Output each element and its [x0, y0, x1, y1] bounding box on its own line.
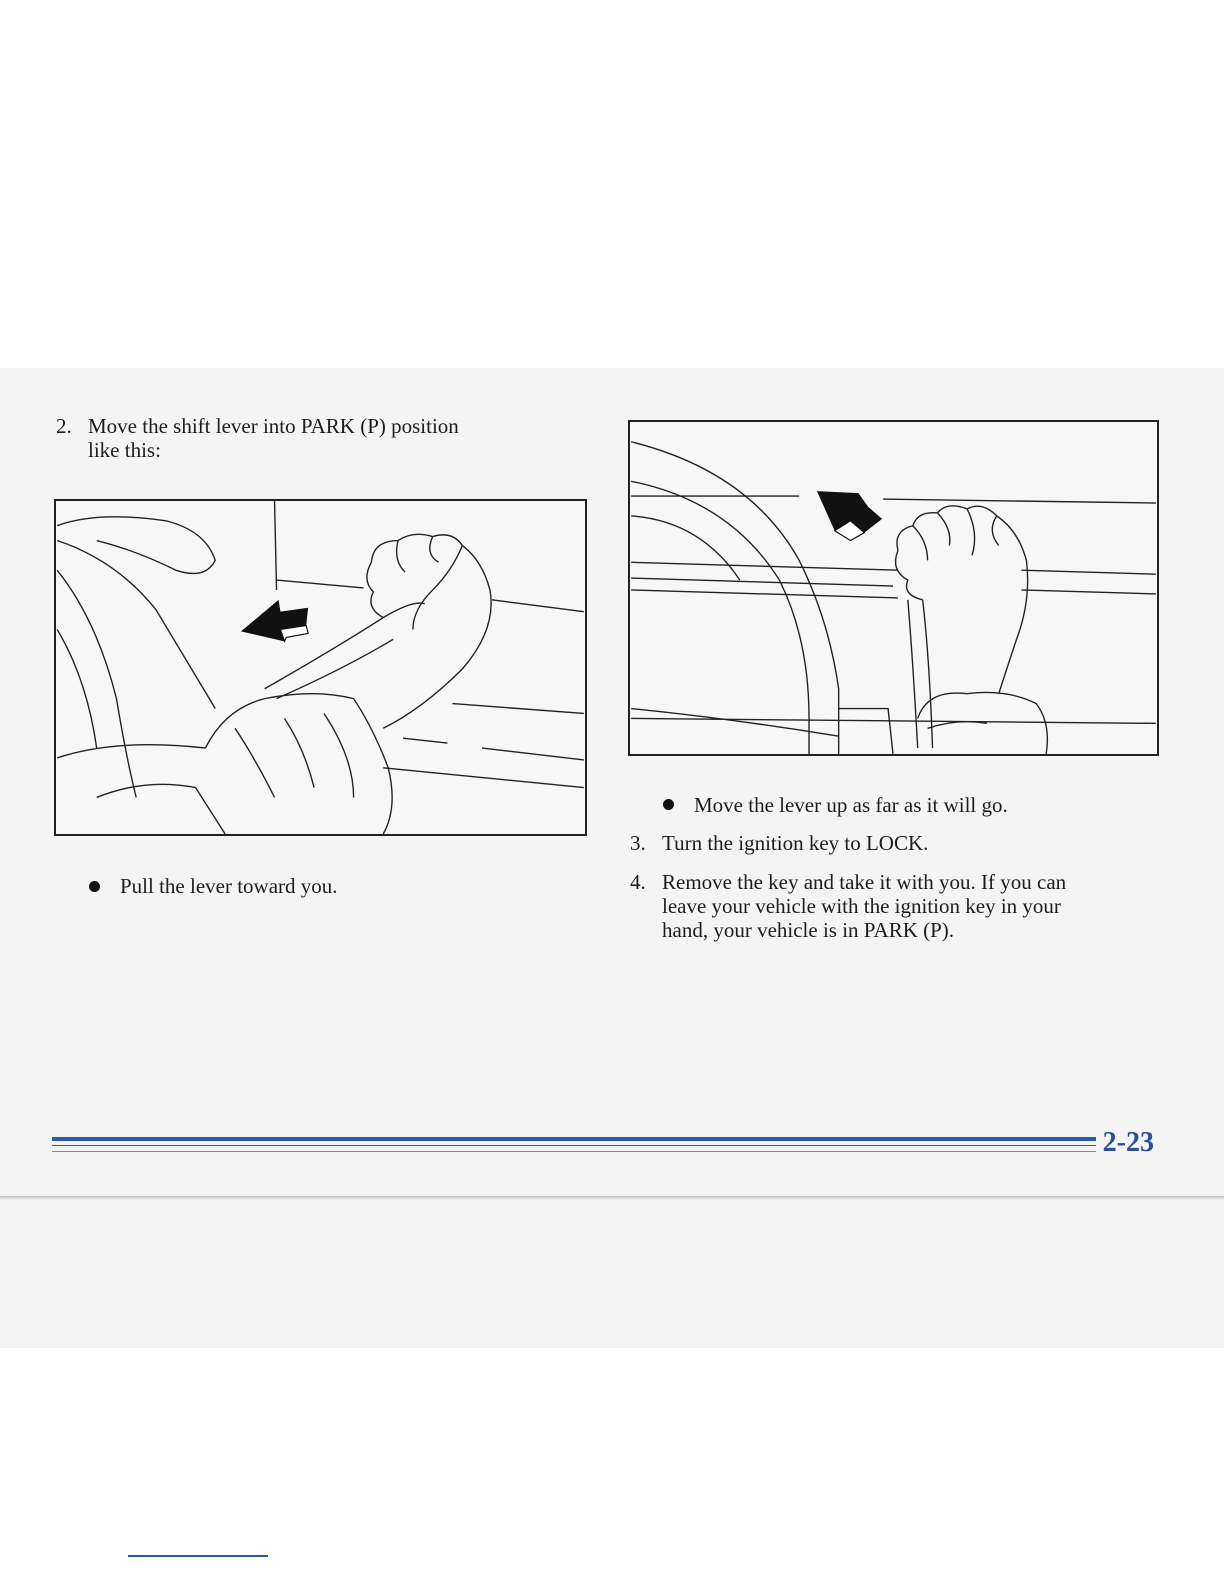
footer-rule-thick [52, 1137, 1096, 1141]
step-2-line-1: Move the shift lever into PARK (P) position [88, 414, 459, 438]
bottom-stub-rule [128, 1555, 268, 1557]
shift-lever-up-drawing [630, 422, 1157, 754]
step-2 [56, 414, 526, 462]
step-4-line-1: Remove the key and take it with you. If you can [662, 870, 1067, 894]
footer-rule-thin-2 [52, 1151, 1096, 1152]
step-4 [630, 870, 1150, 942]
bullet-icon [663, 799, 674, 810]
step-4-line-2: leave your vehicle with the ignition key in your [662, 894, 1061, 918]
page-number: 2-23 [1102, 1127, 1154, 1158]
illustration-pull-lever [54, 499, 587, 836]
bullet-lever-up: Move the lever up as far as it will go. [694, 793, 1008, 817]
arrow-up-left-icon [817, 491, 882, 540]
illustration-lever-up [628, 420, 1159, 756]
step-3-number: 3. [630, 831, 646, 855]
step-2-number: 2. [56, 414, 72, 438]
page-edge [0, 1196, 1224, 1200]
shift-lever-pull-drawing [56, 501, 585, 834]
bullet-icon [89, 881, 100, 892]
step-4-line-3: hand, your vehicle is in PARK (P). [662, 918, 955, 942]
step-2-line-2: like this: [88, 438, 161, 462]
step-4-number: 4. [630, 870, 646, 894]
bullet-pull-lever: Pull the lever toward you. [120, 874, 338, 898]
footer-rule-thin [52, 1145, 1096, 1146]
arrow-left-icon [241, 600, 308, 642]
step-3 [630, 831, 1130, 855]
step-3-text: Turn the ignition key to LOCK. [662, 831, 929, 855]
